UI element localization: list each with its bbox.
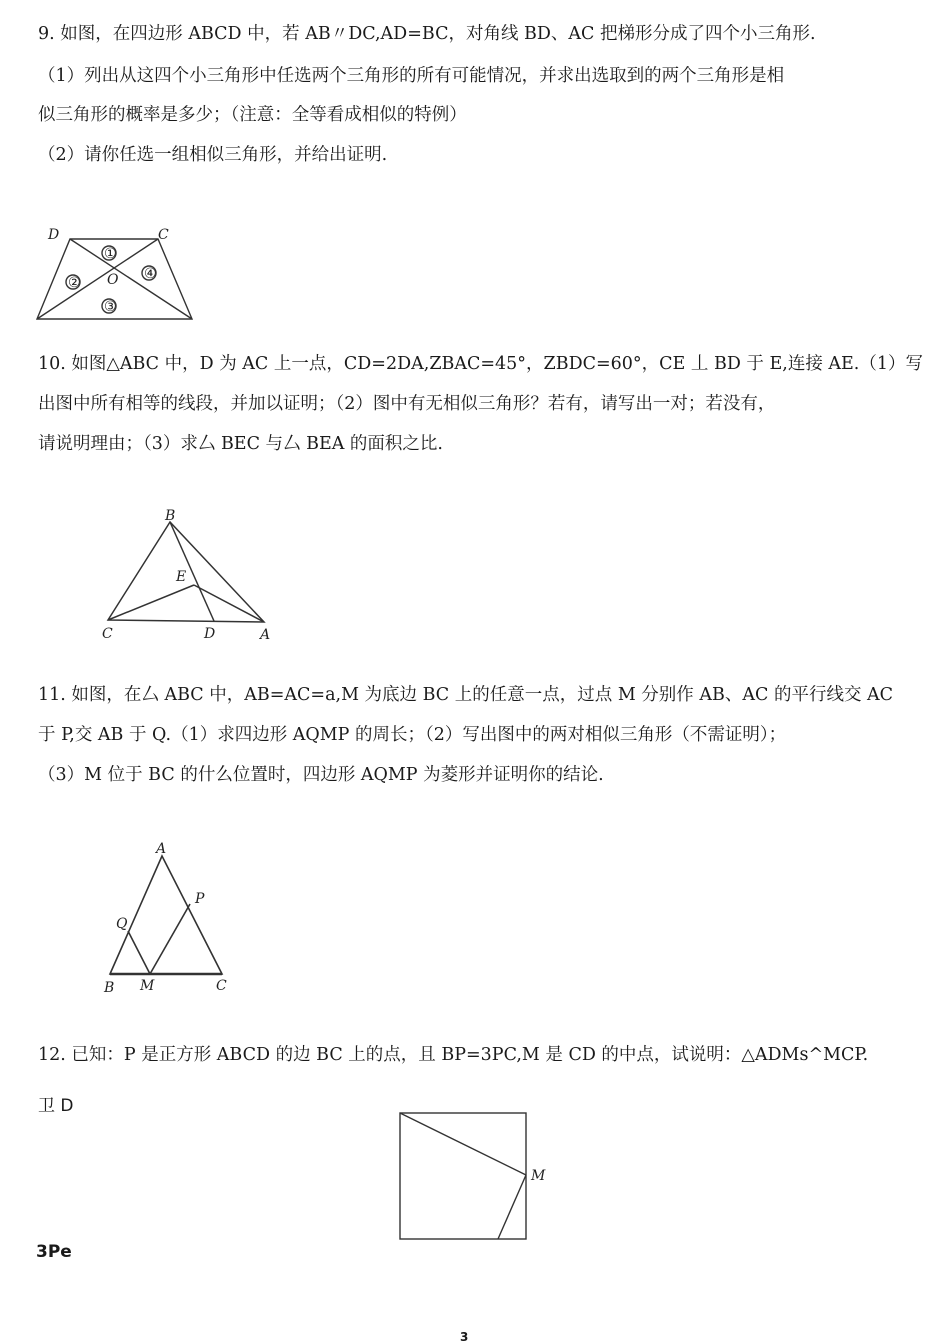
point-label-d: D	[204, 626, 216, 642]
q9-line-1: 9. 如图，在四边形 ABCD 中，若 AB〃DC,AD=BC，对角线 BD、AC 把梯形分成了四个小三角形.	[38, 24, 816, 44]
region-label-4: ④	[144, 266, 157, 282]
point-label-m: M	[140, 978, 155, 994]
q9-line-3: 似三角形的概率是多少；（注意：全等看成相似的特例）	[38, 105, 467, 125]
vertex-label-c: C	[158, 227, 169, 243]
region-label-3: ③	[104, 299, 117, 315]
vertex-label-b: B	[104, 980, 115, 996]
q10-line-2: 出图中所有相等的线段，并加以证明；（2）图中有无相似三角形？若有，请写出一对；若没有，	[38, 394, 776, 414]
q12-aux-label-bottom: 3Pe	[36, 1242, 72, 1262]
q12-square-figure	[395, 1108, 565, 1243]
vertex-label-c: C	[216, 978, 227, 994]
point-label-m: M	[531, 1168, 546, 1184]
q12-line-1: 12. 已知：P 是正方形 ABCD 的边 BC 上的点，且 BP=3PC,M 是 CD 的中点，试说明：△ADMs^MCP.	[38, 1045, 869, 1065]
vertex-label-b: B	[165, 508, 176, 524]
point-label-q: Q	[116, 916, 128, 932]
vertex-label-a: A	[260, 627, 271, 643]
q10-line-1: 10. 如图△ABC 中，D 为 AC 上一点，CD=2DA,ZBAC=45°，ZBDC=60°，CE 丄 BD 于 E,连接 AE.（1）写	[38, 354, 923, 374]
q11-line-2: 于 P,交 AB 于 Q.（1）求四边形 AQMP 的周长；（2）写出图中的两对相似三角形（不需证明）；	[38, 725, 787, 745]
vertex-label-c: C	[102, 626, 113, 642]
vertex-label-a: A	[156, 841, 167, 857]
q9-line-4: （2）请你任选一组相似三角形，并给出证明.	[38, 145, 388, 165]
q10-line-3: 请说明理由；（3）求厶 BEC 与厶 BEA 的面积之比.	[38, 434, 443, 454]
center-label-o: O	[107, 272, 119, 288]
q11-line-3: （3）M 位于 BC 的什么位置时，四边形 AQMP 为菱形并证明你的结论.	[38, 765, 604, 785]
q10-triangle-figure	[98, 505, 283, 645]
q12-aux-label-top: 卫 D	[38, 1096, 74, 1116]
region-label-2: ②	[68, 275, 81, 291]
page-number: 3	[460, 1330, 469, 1344]
q11-line-1: 11. 如图，在厶 ABC 中，AB=AC=a,M 为底边 BC 上的任意一点，过点 M 分别作 AB、AC 的平行线交 AC	[38, 685, 894, 705]
point-label-e: E	[176, 569, 187, 585]
region-label-1: ①	[104, 246, 117, 262]
q9-trapezoid-figure	[30, 222, 200, 324]
q11-triangle-figure	[98, 838, 238, 998]
point-label-p: P	[195, 891, 205, 907]
vertex-label-d: D	[48, 227, 60, 243]
q9-line-2: （1）列出从这四个小三角形中任选两个三角形的所有可能情况，并求出选取到的两个三角形是相	[38, 66, 785, 86]
